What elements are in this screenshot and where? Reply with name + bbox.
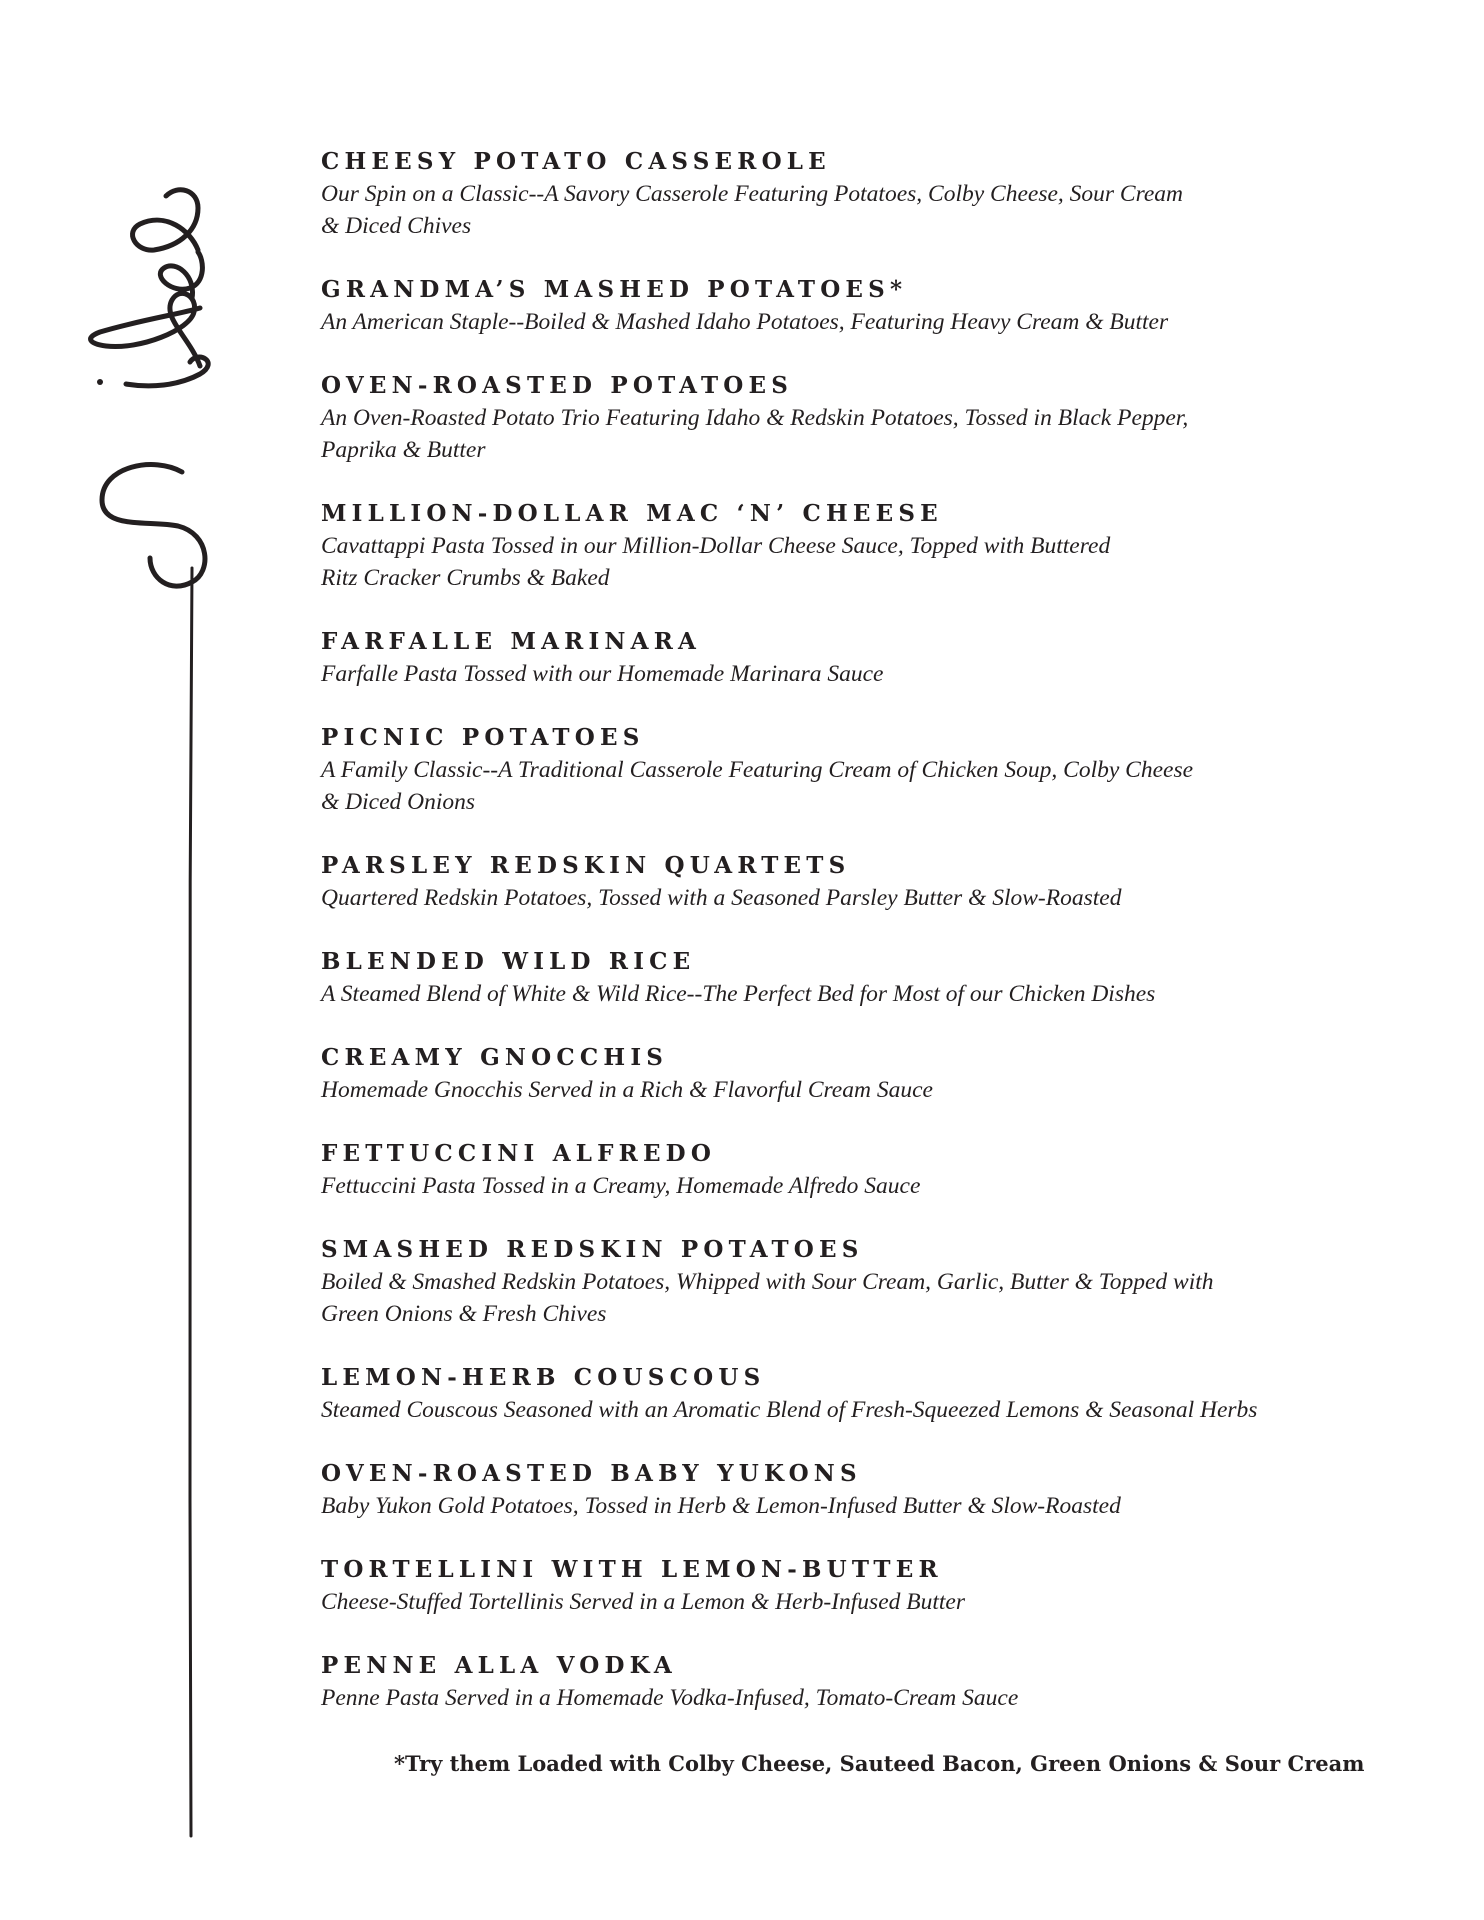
menu-item-description: A Family Classic--A Traditional Casserole Featuring Cream of Chicken Soup, Colby Cheese & Diced Onions xyxy=(321,757,1194,815)
vertical-rule xyxy=(189,568,192,1836)
menu-item-description: A Steamed Blend of White & Wild Rice--The Perfect Bed for Most of our Chicken Dishes xyxy=(321,981,1156,1007)
menu-item-description: Fettuccini Pasta Tossed in a Creamy, Homemade Alfredo Sauce xyxy=(321,1173,921,1199)
script-letter-d xyxy=(91,293,200,366)
menu-item xyxy=(321,498,1421,626)
menu-item-description: Homemade Gnocchis Served in a Rich & Flavorful Cream Sauce xyxy=(321,1077,933,1103)
menu-item xyxy=(321,1362,1421,1458)
menu-item xyxy=(321,1234,1421,1362)
menu-item-description: Farfalle Pasta Tossed with our Homemade Marinara Sauce xyxy=(321,661,884,687)
menu-item-name: FETTUCCINI ALFREDO xyxy=(321,1140,717,1167)
menu-item-name: MILLION-DOLLAR MAC ‘N’ CHEESE xyxy=(321,500,943,527)
sides-script-title xyxy=(80,100,260,1860)
menu-item-name: GRANDMA’S MASHED POTATOES* xyxy=(321,276,908,303)
script-dot-i xyxy=(97,379,103,385)
menu-item-description: An Oven-Roasted Potato Trio Featuring Idaho & Redskin Potatoes, Tossed in Black Pepper, Paprika & Butter xyxy=(321,405,1189,463)
menu-item-name: FARFALLE MARINARA xyxy=(321,628,702,655)
menu-item xyxy=(321,1138,1421,1234)
menu-item-name: CREAMY GNOCCHIS xyxy=(321,1044,669,1071)
menu-item xyxy=(321,146,1421,274)
menu-item-name: PARSLEY REDSKIN QUARTETS xyxy=(321,852,851,879)
menu-item xyxy=(321,722,1421,850)
menu-item-name: PICNIC POTATOES xyxy=(321,724,645,751)
menu-item-description: Our Spin on a Classic--A Savory Casserole Featuring Potatoes, Colby Cheese, Sour Cream & Diced Chives xyxy=(321,181,1184,239)
script-letter-s2 xyxy=(133,190,198,250)
script-letter-s xyxy=(102,465,205,587)
menu-item-name: CHEESY POTATO CASSEROLE xyxy=(321,148,831,175)
menu-item xyxy=(321,370,1421,498)
footnote: *Try them Loaded with Colby Cheese, Sauteed Bacon, Green Onions & Sour Cream xyxy=(394,1751,1365,1776)
menu-item xyxy=(321,626,1421,722)
menu-item-description: Steamed Couscous Seasoned with an Aromatic Blend of Fresh-Squeezed Lemons & Seasonal Herbs xyxy=(321,1397,1258,1423)
menu-item xyxy=(321,1042,1421,1138)
menu-item xyxy=(321,1650,1421,1746)
menu-item-name: LEMON-HERB COUSCOUS xyxy=(321,1364,766,1391)
menu-item-description: Boiled & Smashed Redskin Potatoes, Whipped with Sour Cream, Garlic, Butter & Topped with Green Onions & Fresh Chives xyxy=(321,1269,1214,1327)
menu-item-name: OVEN-ROASTED POTATOES xyxy=(321,372,794,399)
menu-item-name: OVEN-ROASTED BABY YUKONS xyxy=(321,1460,862,1487)
menu-item-name: TORTELLINI WITH LEMON-BUTTER xyxy=(321,1556,943,1583)
script-letter-e xyxy=(160,252,202,298)
menu-item xyxy=(321,946,1421,1042)
menu-item-description: An American Staple--Boiled & Mashed Idaho Potatoes, Featuring Heavy Cream & Butter xyxy=(321,309,1169,335)
menu-item-name: BLENDED WILD RICE xyxy=(321,948,696,975)
sides-menu-list xyxy=(321,146,1421,1746)
menu-item-description: Cavattappi Pasta Tossed in our Million-Dollar Cheese Sauce, Topped with Buttered Ritz Cracker Crumbs & Baked xyxy=(321,533,1111,591)
menu-item-description: Quartered Redskin Potatoes, Tossed with a Seasoned Parsley Butter & Slow-Roasted xyxy=(321,885,1122,911)
menu-item xyxy=(321,1554,1421,1650)
menu-item-description: Baby Yukon Gold Potatoes, Tossed in Herb & Lemon-Infused Butter & Slow-Roasted xyxy=(321,1493,1121,1519)
menu-item-description: Penne Pasta Served in a Homemade Vodka-Infused, Tomato-Cream Sauce xyxy=(321,1685,1019,1711)
menu-item xyxy=(321,274,1421,370)
menu-item-description: Cheese-Stuffed Tortellinis Served in a Lemon & Herb-Infused Butter xyxy=(321,1589,965,1615)
menu-item xyxy=(321,850,1421,946)
menu-item-name: SMASHED REDSKIN POTATOES xyxy=(321,1236,864,1263)
menu-item xyxy=(321,1458,1421,1554)
menu-item-name: PENNE ALLA VODKA xyxy=(321,1652,677,1679)
